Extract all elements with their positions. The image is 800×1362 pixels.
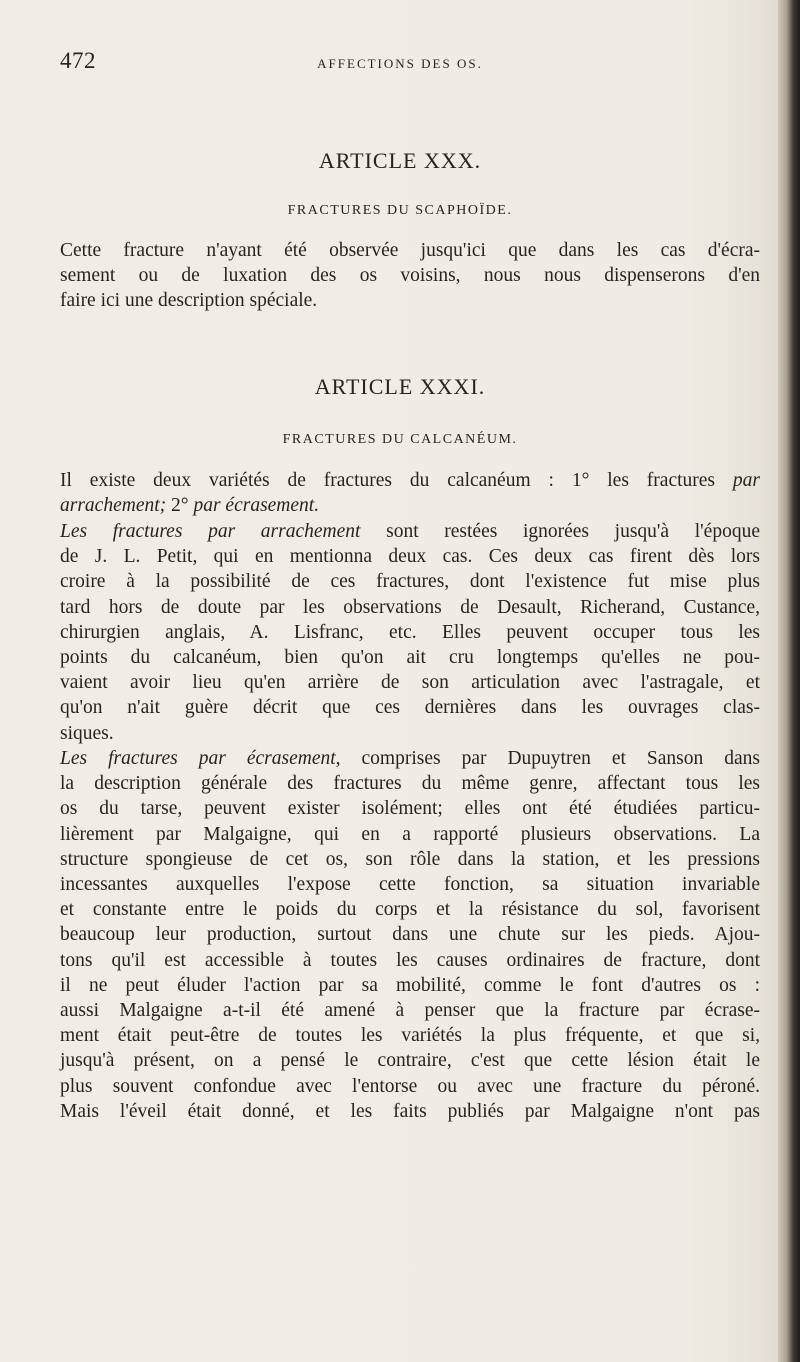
text-line: Les fractures par écrasement, comprises par Dupuytren et Sanson dans [60,748,760,769]
text-line: Les fractures par arrachement sont restées ignorées jusqu'à l'époque [60,521,760,542]
text-line: tons qu'il est accessible à toutes les causes ordinaires de fracture, dont [60,949,760,971]
article-31-paragraph-2 [60,519,760,746]
text-line: siques. [60,722,114,744]
text-line: croire à la possibilité de ces fractures, dont l'existence fut mise plus [60,571,760,593]
running-head: AFFECTIONS DES OS. [317,56,483,71]
text-line: arrachement; 2° par écrasement. [60,495,320,517]
article-30-paragraph [60,238,760,314]
text-line: Mais l'éveil était donné, et les faits publiés par Malgaigne n'ont pas [60,1100,760,1122]
text-line: beaucoup leur production, surtout dans une chute sur les pieds. Ajou- [60,924,760,946]
text-line: lièrement par Malgaigne, qui en a rapporté plusieurs observations. La [60,823,760,845]
article-31-paragraph-3 [60,746,760,1124]
text-line: vaient avoir lieu qu'en arrière de son articulation avec l'astragale, et [60,672,760,694]
text-line: os du tarse, peuvent exister isolément; elles ont été étudiées particu- [60,798,760,820]
page-number: 472 [60,48,96,73]
text-line: jusqu'à présent, on a pensé le contraire, c'est que cette lésion était le [60,1050,760,1072]
text-line: ment était peut-être de toutes les variétés la plus fréquente, et que si, [60,1025,760,1047]
article-30-title: ARTICLE XXX. [318,148,482,173]
text-line: faire ici une description spéciale. [60,290,318,312]
article-31-title: ARTICLE XXXI. [314,374,486,399]
text-line: Cette fracture n'ayant été observée jusqu'ici que dans les cas d'écra- [60,240,760,261]
text-line: aussi Malgaigne a-t-il été amené à penser que la fracture par écrase- [60,1000,760,1022]
text-line: qu'on n'ait guère décrit que ces dernières dans les ouvrages clas- [60,697,760,719]
article-30-subtitle: FRACTURES DU SCAPHOÏDE. [287,203,513,218]
text-line: incessantes auxquelles l'expose cette fonction, sa situation invariable [60,874,760,896]
text-line: chirurgien anglais, A. Lisfranc, etc. Elles peuvent occuper tous les [60,621,760,643]
text-line: structure spongieuse de cet os, son rôle dans la station, et les pressions [60,848,760,870]
text-line: et constante entre le poids du corps et la résistance du sol, favorisent [60,899,760,921]
text-line: il ne peut éluder l'action par sa mobilité, comme le font d'autres os : [60,974,760,996]
text-line: Il existe deux variétés de fractures du calcanéum : 1° les fractures par [60,470,760,491]
text-line: la description générale des fractures du même genre, affectant tous les [60,773,760,795]
article-31-subtitle: FRACTURES DU CALCANÉUM. [282,432,518,447]
text-line: de J. L. Petit, qui en mentionna deux cas. Ces deux cas firent dès lors [60,546,760,568]
text-line: plus souvent confondue avec l'entorse ou avec une fracture du péroné. [60,1075,760,1097]
article-31-paragraph-1 [60,468,760,518]
text-line: points du calcanéum, bien qu'on ait cru longtemps qu'elles ne pou- [60,647,760,669]
text-line: tard hors de doute par les observations de Desault, Richerand, Custance, [60,596,760,618]
text-line: sement ou de luxation des os voisins, nous nous dispenserons d'en [60,265,760,287]
